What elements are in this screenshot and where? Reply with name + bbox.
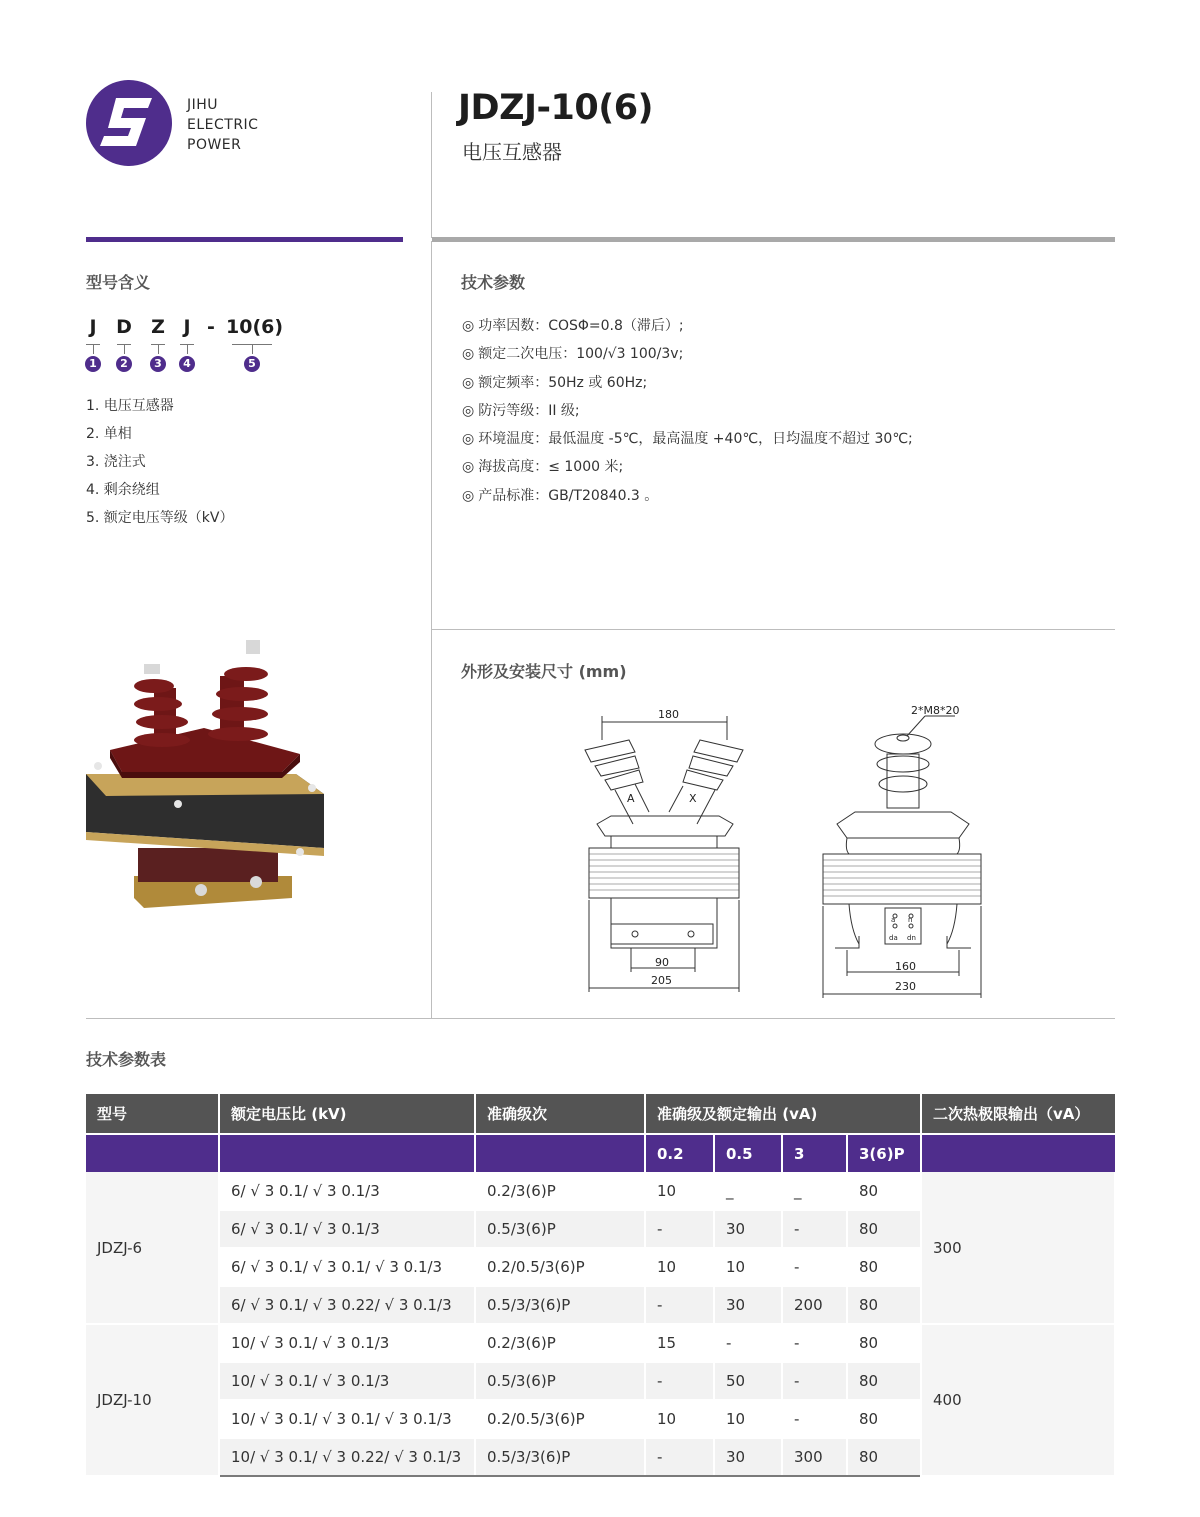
list-item (462, 485, 913, 513)
output-cell: 50 (714, 1362, 782, 1400)
list-item: 1. 电压互感器 (86, 398, 174, 414)
output-cell: - (782, 1400, 847, 1438)
bullet-icon: ◎ (462, 374, 475, 391)
output-cell: 80 (847, 1172, 921, 1210)
code-part: D (116, 316, 132, 338)
list-item (462, 400, 913, 428)
output-cell: 80 (847, 1362, 921, 1400)
param-text: 防污等级：II 级; (478, 402, 580, 419)
header-ratio: 额定电压比 (kV) (219, 1094, 475, 1134)
list-item: 3. 浇注式 (86, 454, 146, 470)
code-part: 10(6) (226, 316, 284, 338)
output-cell: - (782, 1210, 847, 1248)
output-cell: _ (782, 1172, 847, 1210)
output-cell: 10 (714, 1400, 782, 1438)
ratio-cell: 10/ √ 3 0.1/ √ 3 0.1/3 (219, 1362, 475, 1400)
list-item (462, 315, 913, 343)
accuracy-cell: 0.2/3(6)P (475, 1172, 645, 1210)
output-cell: 10 (714, 1248, 782, 1286)
output-cell: - (714, 1324, 782, 1362)
thread-label: 2*M8*20 (911, 704, 960, 717)
code-stem (124, 344, 125, 354)
spec-table (86, 1094, 1116, 1477)
table-row (86, 1172, 1115, 1210)
brand-name (187, 95, 258, 155)
output-cell: _ (714, 1172, 782, 1210)
brand-name-line: JIHU (187, 97, 219, 113)
output-cell: 80 (847, 1400, 921, 1438)
output-cell: 30 (714, 1438, 782, 1476)
param-text: 海拔高度：≤ 1000 米; (478, 459, 624, 476)
code-marker: 5 (244, 356, 260, 372)
output-cell: 80 (847, 1324, 921, 1362)
output-cell: 15 (645, 1324, 714, 1362)
terminal-a-label: A (627, 792, 635, 805)
code-marker: 4 (179, 356, 195, 372)
param-text: 环境温度：最低温度 -5℃，最高温度 +40℃，日均温度不超过 30℃; (478, 431, 913, 448)
accent-bar (86, 237, 403, 242)
code-stem (93, 344, 94, 354)
terminal-label: a (891, 916, 896, 924)
header-class: 0.5 (714, 1134, 782, 1172)
ratio-cell: 10/ √ 3 0.1/ √ 3 0.1/ √ 3 0.1/3 (219, 1400, 475, 1438)
spec-table-heading: 技术参数表 (86, 1050, 167, 1069)
brand-name-line: ELECTRIC (187, 117, 259, 133)
output-cell: 80 (847, 1438, 921, 1476)
thermal-cell: 400 (921, 1324, 1115, 1476)
accuracy-cell: 0.5/3(6)P (475, 1210, 645, 1248)
param-text: 额定频率：50Hz 或 60Hz; (478, 374, 648, 391)
accuracy-cell: 0.5/3/3(6)P (475, 1438, 645, 1476)
header-blank (921, 1134, 1115, 1172)
output-cell: 80 (847, 1286, 921, 1324)
header-divider (431, 92, 432, 238)
list-item (462, 428, 913, 456)
code-stem (252, 344, 253, 354)
output-cell: 80 (847, 1248, 921, 1286)
output-cell: - (782, 1248, 847, 1286)
code-part: J (89, 316, 97, 338)
header-class: 0.2 (645, 1134, 714, 1172)
ratio-cell: 10/ √ 3 0.1/ √ 3 0.1/3 (219, 1324, 475, 1362)
tech-params-list (462, 315, 913, 513)
list-item: 2. 单相 (86, 426, 132, 442)
header-model: 型号 (86, 1094, 219, 1134)
bullet-icon: ◎ (462, 402, 475, 419)
header-blank (86, 1134, 219, 1172)
header-output-group: 准确级及额定输出 (vA) (645, 1094, 921, 1134)
header-accuracy: 准确级次 (475, 1094, 645, 1134)
list-item: 4. 剩余绕组 (86, 482, 160, 498)
terminal-label: n (908, 916, 913, 924)
model-cell: JDZJ-6 (86, 1172, 219, 1324)
accuracy-cell: 0.5/3/3(6)P (475, 1286, 645, 1324)
output-cell: 30 (714, 1286, 782, 1324)
dim-mount-width: 160 (895, 960, 916, 973)
section-divider (432, 629, 1115, 630)
ratio-cell: 6/ √ 3 0.1/ √ 3 0.1/3 (219, 1172, 475, 1210)
output-cell: - (645, 1362, 714, 1400)
accuracy-cell: 0.2/0.5/3(6)P (475, 1400, 645, 1438)
code-stem (158, 344, 159, 354)
param-text: 额定二次电压：100/√3 100/3v; (478, 346, 684, 363)
bullet-icon: ◎ (462, 318, 475, 334)
side-view-drawing (815, 700, 995, 1000)
thermal-cell: 300 (921, 1172, 1115, 1324)
output-cell: - (645, 1438, 714, 1476)
bullet-icon: ◎ (462, 431, 475, 448)
model-meaning-heading: 型号含义 (86, 273, 151, 292)
bullet-icon: ◎ (462, 487, 475, 504)
output-cell: 10 (645, 1400, 714, 1438)
code-stem (187, 344, 188, 354)
code-marker: 2 (116, 356, 132, 372)
product-title: JDZJ-10(6) (458, 88, 654, 128)
list-item (462, 372, 913, 400)
product-subtitle: 电压互感器 (462, 140, 562, 164)
brand-name-line: POWER (187, 137, 242, 153)
accuracy-cell: 0.2/3(6)P (475, 1324, 645, 1362)
output-cell: 80 (847, 1210, 921, 1248)
code-part: J (183, 316, 191, 338)
output-cell: 10 (645, 1172, 714, 1210)
list-item (462, 456, 913, 484)
ratio-cell: 10/ √ 3 0.1/ √ 3 0.22/ √ 3 0.1/3 (219, 1438, 475, 1476)
output-cell: - (782, 1324, 847, 1362)
output-cell: - (645, 1210, 714, 1248)
code-part: Z (151, 316, 165, 338)
model-cell: JDZJ-10 (86, 1324, 219, 1476)
column-divider (431, 241, 432, 1019)
dimensions-heading: 外形及安装尺寸 (mm) (461, 662, 627, 681)
code-marker: 1 (85, 356, 101, 372)
terminal-label: dn (907, 934, 916, 942)
dim-overall-width: 230 (895, 980, 916, 993)
output-cell: 300 (782, 1438, 847, 1476)
code-marker: 3 (150, 356, 166, 372)
brand-logo-icon (86, 80, 172, 166)
section-divider (86, 1018, 1115, 1019)
ratio-cell: 6/ √ 3 0.1/ √ 3 0.1/3 (219, 1210, 475, 1248)
terminal-x-label: X (689, 792, 697, 805)
ratio-cell: 6/ √ 3 0.1/ √ 3 0.22/ √ 3 0.1/3 (219, 1286, 475, 1324)
header-class: 3 (782, 1134, 847, 1172)
list-item: 5. 额定电压等级（kV） (86, 510, 234, 526)
dim-mount-width: 90 (655, 956, 669, 969)
table-row (86, 1324, 1115, 1362)
product-photo (86, 636, 326, 918)
ratio-cell: 6/ √ 3 0.1/ √ 3 0.1/ √ 3 0.1/3 (219, 1248, 475, 1286)
tech-params-heading: 技术参数 (461, 273, 526, 292)
dim-overall-width: 205 (651, 974, 672, 987)
front-view-drawing (575, 700, 755, 1000)
header-thermal: 二次热极限输出（vA） (921, 1094, 1115, 1134)
header-blank (475, 1134, 645, 1172)
grey-bar (432, 237, 1115, 242)
output-cell: 200 (782, 1286, 847, 1324)
accuracy-cell: 0.2/0.5/3(6)P (475, 1248, 645, 1286)
list-item (462, 343, 913, 371)
param-text: 产品标准：GB/T20840.3 。 (478, 487, 659, 504)
accuracy-cell: 0.5/3(6)P (475, 1362, 645, 1400)
bullet-icon: ◎ (462, 459, 475, 476)
header-blank (219, 1134, 475, 1172)
dim-top-width: 180 (658, 708, 679, 721)
code-part: - (207, 316, 215, 338)
output-cell: 30 (714, 1210, 782, 1248)
param-text: 功率因数：COSΦ=0.8（滞后）; (478, 318, 684, 334)
terminal-label: da (889, 934, 898, 942)
bullet-icon: ◎ (462, 346, 475, 363)
output-cell: - (782, 1362, 847, 1400)
output-cell: 10 (645, 1248, 714, 1286)
model-meaning-list (86, 395, 234, 535)
header-class: 3(6)P (847, 1134, 921, 1172)
output-cell: - (645, 1286, 714, 1324)
